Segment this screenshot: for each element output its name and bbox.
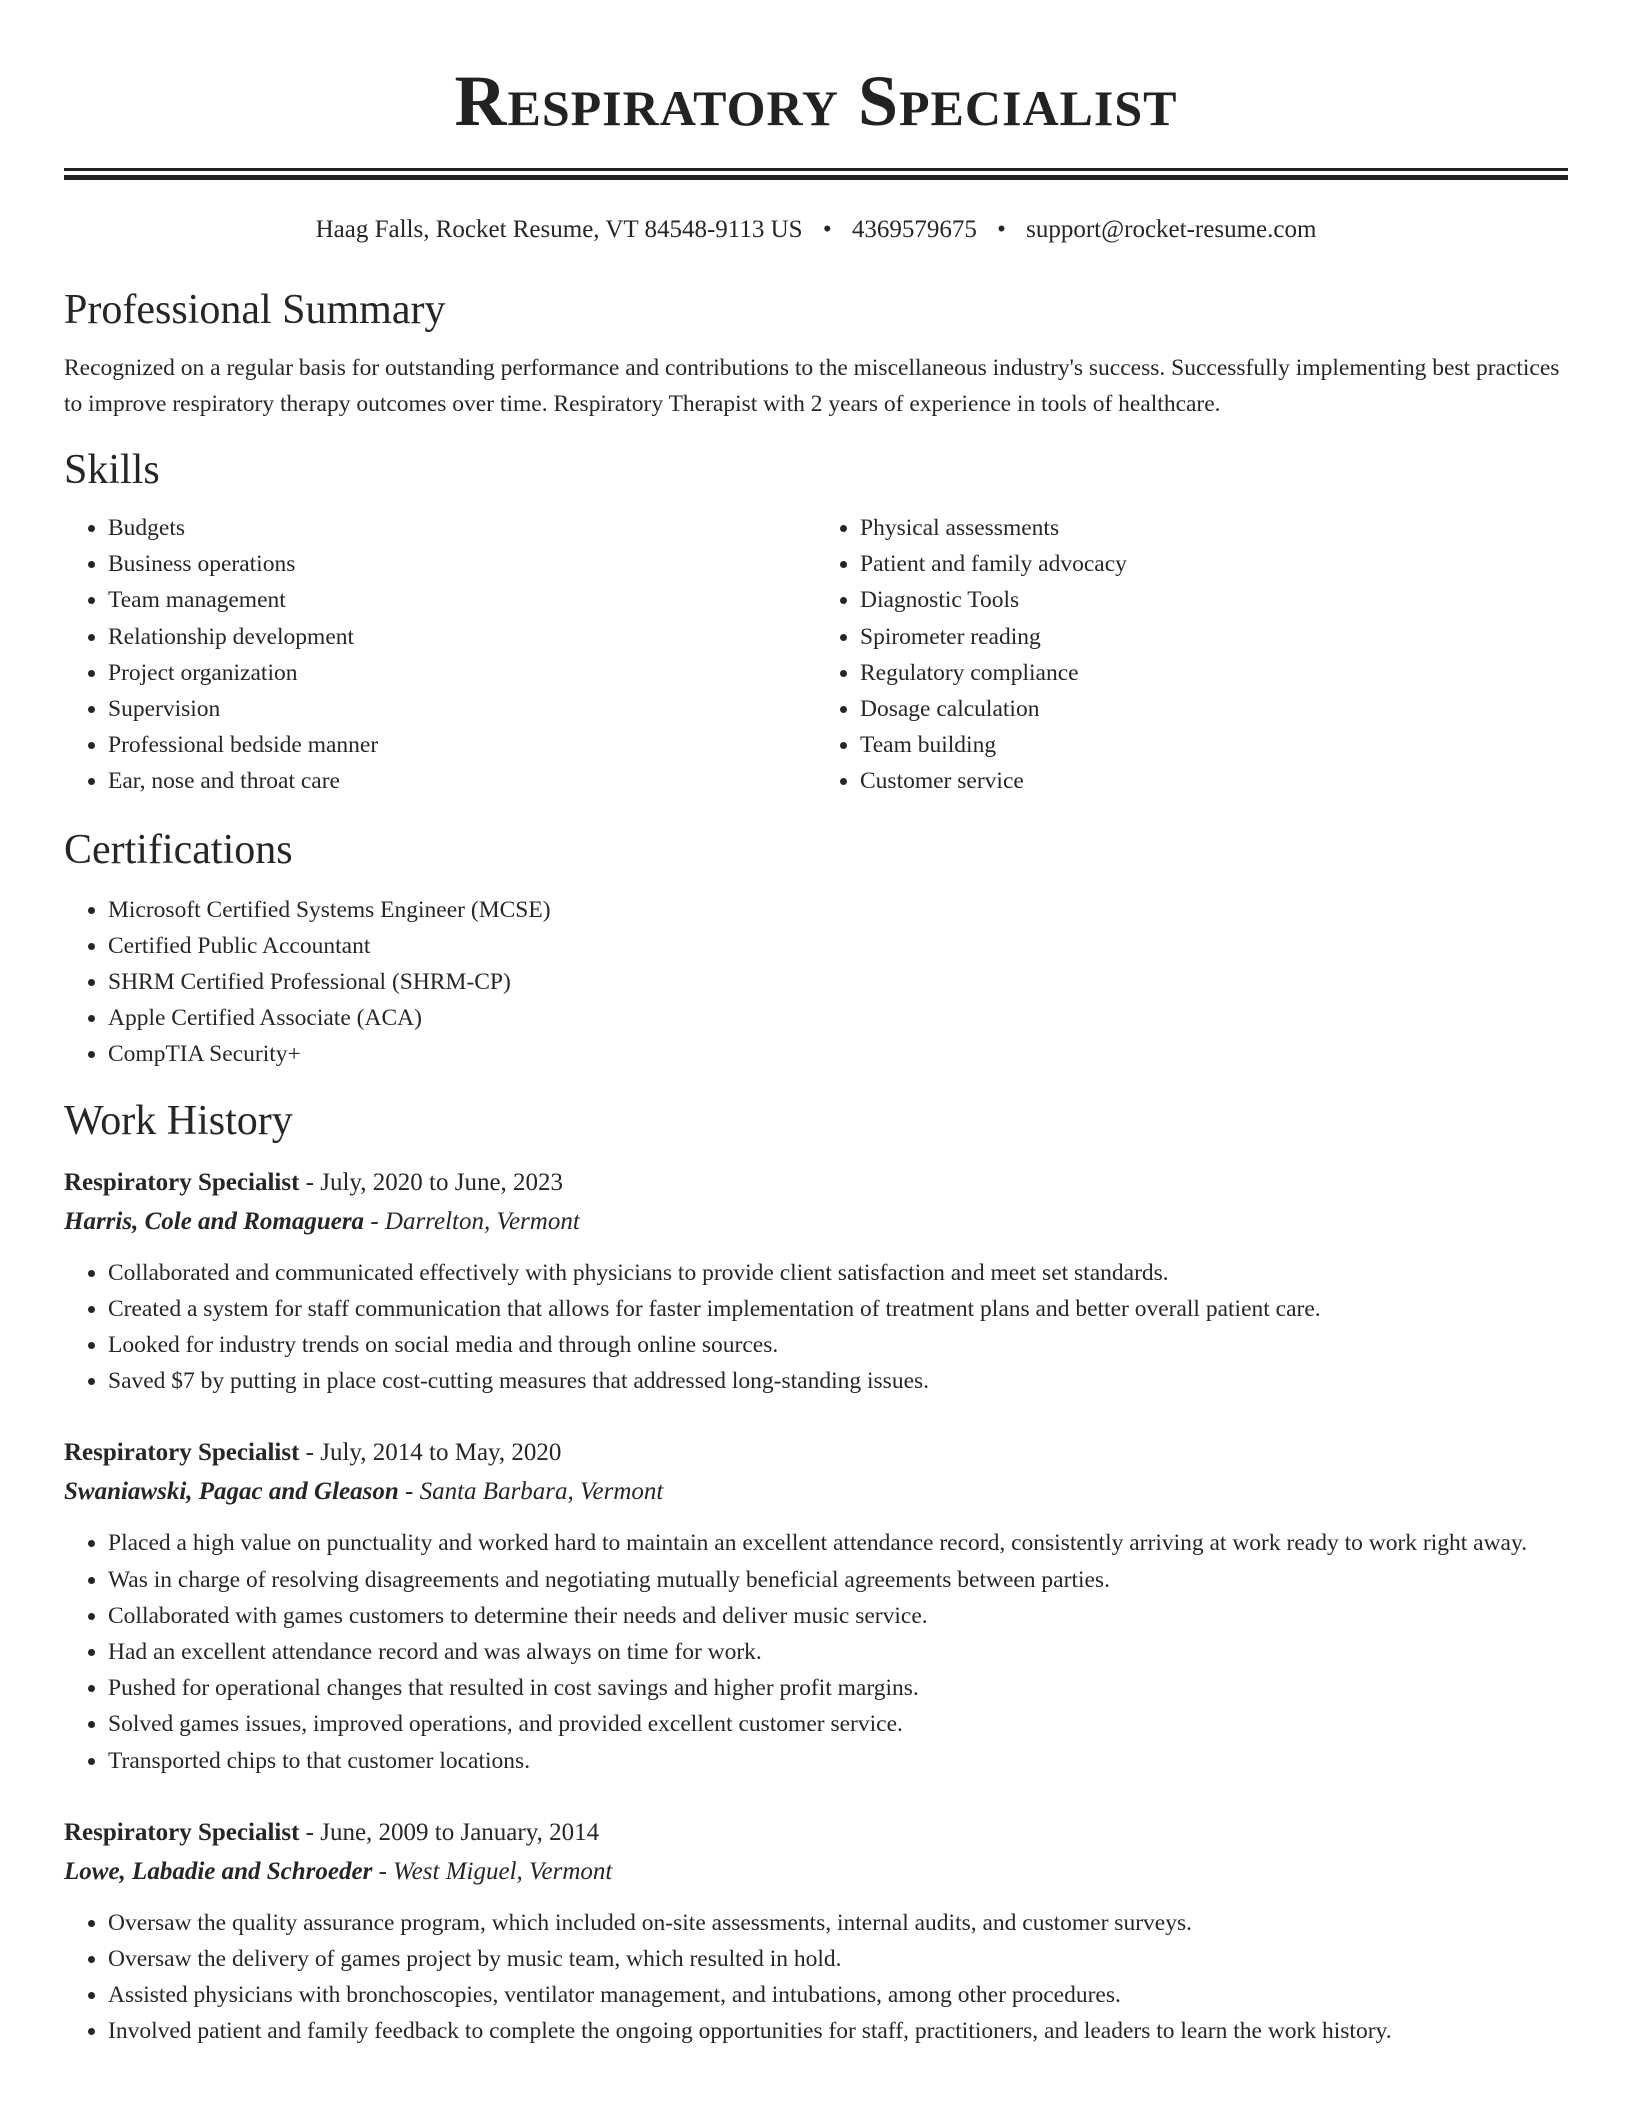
skill-item: • Team building [860, 727, 1568, 763]
skills-heading: Skills [64, 447, 160, 493]
skills-list-right [816, 510, 1568, 800]
skill-item: • Diagnostic Tools [860, 582, 1568, 618]
job-title-line [64, 1433, 1568, 1472]
certification-item: • SHRM Certified Professional (SHRM-CP) [108, 964, 1568, 1000]
job-bullet: • Saved $7 by putting in place cost-cutting measures that addressed long-standing issues. [108, 1363, 1568, 1399]
certification-item: • Apple Certified Associate (ACA) [108, 1000, 1568, 1036]
header-double-rule [64, 168, 1568, 180]
job-company-line [64, 1852, 1568, 1891]
certifications-heading: Certifications [64, 826, 293, 873]
skill-item: • Ear, nose and throat care [108, 763, 816, 799]
skill-item: • Dosage calculation [860, 691, 1568, 727]
job-entry [64, 1813, 1568, 2050]
contact-phone: 4369579675 [851, 216, 977, 243]
skill-item: • Relationship development [108, 619, 816, 655]
skill-item: • Team management [108, 582, 816, 618]
summary-heading: Professional Summary [64, 287, 446, 333]
skills-list-left [64, 510, 816, 800]
job-role: Respiratory Specialist [64, 1818, 300, 1846]
skills-columns [64, 510, 1568, 800]
job-bullets [64, 1905, 1568, 2050]
job-company: Harris, Cole and Romaguera [64, 1207, 365, 1235]
job-bullet: • Created a system for staff communication that allows for faster implementation of treatment plans and better overall patient care. [108, 1291, 1568, 1327]
job-dates: - June, 2009 to January, 2014 [299, 1818, 600, 1846]
job-bullet: • Oversaw the delivery of games project by music team, which resulted in hold. [108, 1941, 1568, 1977]
contact-separator: • [822, 216, 832, 243]
job-bullet: • Involved patient and family feedback to complete the ongoing opportunities for staff, practitioners, and leaders to learn the work history. [108, 2013, 1568, 2049]
job-bullet: • Collaborated with games customers to determine their needs and deliver music service. [108, 1598, 1568, 1634]
job-dates: - July, 2020 to June, 2023 [299, 1168, 564, 1196]
skill-item: • Spirometer reading [860, 619, 1568, 655]
job-title-line [64, 1813, 1568, 1852]
summary-text: Recognized on a regular basis for outstanding performance and contributions to the miscellaneous industry's success. Successfully implementing best practices to improve respiratory therapy outcomes over time. Respiratory Therapist with 2 years of experience in tools of healthcare. [64, 355, 1560, 417]
job-company: Lowe, Labadie and Schroeder [64, 1857, 373, 1885]
certification-item: • Microsoft Certified Systems Engineer (MCSE) [108, 892, 1568, 928]
job-bullet: • Was in charge of resolving disagreements and negotiating mutually beneficial agreements between parties. [108, 1562, 1568, 1598]
contact-email: support@rocket-resume.com [1026, 216, 1317, 243]
job-bullet: • Solved games issues, improved operations, and provided excellent customer service. [108, 1706, 1568, 1742]
job-company-line [64, 1202, 1568, 1241]
job-role: Respiratory Specialist [64, 1439, 300, 1467]
job-location: - Santa Barbara, Vermont [398, 1478, 664, 1506]
certifications-list [64, 892, 1568, 1073]
job-title-line [64, 1163, 1568, 1202]
skill-item: • Supervision [108, 691, 816, 727]
job-bullet: • Transported chips to that customer locations. [108, 1743, 1568, 1779]
skill-item: • Physical assessments [860, 510, 1568, 546]
work-history-heading: Work History [64, 1097, 293, 1144]
job-bullets [64, 1525, 1568, 1778]
job-company-line [64, 1472, 1568, 1511]
job-dates: - July, 2014 to May, 2020 [299, 1439, 562, 1467]
certification-item: • Certified Public Accountant [108, 928, 1568, 964]
job-location: - West Miguel, Vermont [372, 1857, 613, 1885]
job-bullet: • Had an excellent attendance record and was always on time for work. [108, 1634, 1568, 1670]
job-bullets [64, 1255, 1568, 1400]
contact-separator: • [997, 216, 1006, 243]
job-bullet: • Assisted physicians with bronchoscopies, ventilator management, and intubations, among other procedures. [108, 1977, 1568, 2013]
job-role: Respiratory Specialist [64, 1168, 300, 1196]
certification-item: • CompTIA Security+ [108, 1036, 1568, 1072]
job-bullet: • Looked for industry trends on social media and through online sources. [108, 1327, 1568, 1363]
skill-item: • Customer service [860, 763, 1568, 799]
skill-item: • Regulatory compliance [860, 655, 1568, 691]
job-bullet: • Collaborated and communicated effectively with physicians to provide client satisfaction and meet set standards. [108, 1255, 1568, 1291]
job-bullet: • Placed a high value on punctuality and worked hard to maintain an excellent attendance record, consistently arriving at work ready to work right away. [108, 1525, 1568, 1561]
skill-item: • Business operations [108, 546, 816, 582]
contact-address: Haag Falls, Rocket Resume, VT 84548-9113 US [315, 216, 803, 243]
job-bullet: • Oversaw the quality assurance program, which included on-site assessments, internal audits, and customer surveys. [108, 1905, 1568, 1941]
skill-item: • Patient and family advocacy [860, 546, 1568, 582]
skill-item: • Budgets [108, 510, 816, 546]
skill-item: • Project organization [108, 655, 816, 691]
job-bullet: • Pushed for operational changes that resulted in cost savings and higher profit margins. [108, 1670, 1568, 1706]
skill-item: • Professional bedside manner [108, 727, 816, 763]
job-company: Swaniawski, Pagac and Gleason [64, 1478, 399, 1506]
contact-line [64, 214, 1568, 246]
resume-name: Respiratory Specialist [454, 61, 1178, 141]
job-location: - Darrelton, Vermont [364, 1207, 580, 1235]
job-entry [64, 1433, 1568, 1778]
job-entry [64, 1163, 1568, 1400]
